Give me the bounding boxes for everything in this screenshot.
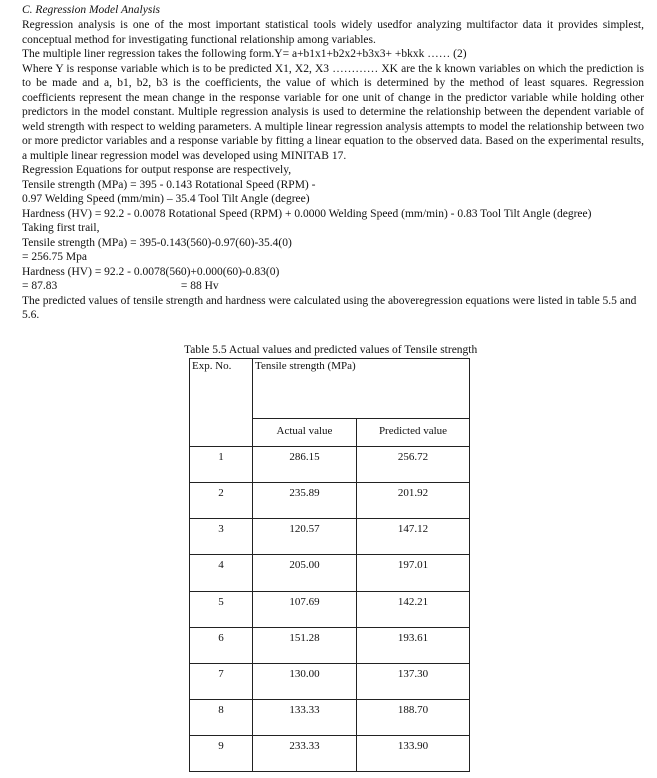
equations-intro: Regression Equations for output response are respectively, xyxy=(22,164,292,176)
actual-value: 133.33 xyxy=(253,699,357,735)
table-row xyxy=(190,447,470,483)
tensile-equation-line-1: Tensile strength (MPa) = 395 - 0.143 Rotational Speed (RPM) - xyxy=(22,178,316,191)
predicted-value: 256.72 xyxy=(357,447,470,483)
predicted-value: 201.92 xyxy=(357,483,470,519)
exp-number: 2 xyxy=(190,483,253,519)
exp-number: 9 xyxy=(190,735,253,771)
actual-value: 235.89 xyxy=(253,483,357,519)
table-row xyxy=(190,519,470,555)
explanation-paragraph: Where Y is response variable which is to be predicted X1, X2, X3 ………… XK are the k known variables on which the prediction is to be made and a, b1, b2, b3 is the coefficients, the value of which is determined by the method of least squares. Regression coefficients represent the mean change in the response variable for one unit of change in the predictor variable while holding other predictors in the model constant. Multiple regression analysis is used to determine the relationship between the dependent variable of weld strength with respect to welding parameters. A multiple linear regression analysis attempts to model the relationship between two or more predictor variables and a response variable by fitting a linear equation to the observed data. Based on the experimental results, a multiple linear regression model was developed using MINITAB 17. xyxy=(22,62,644,162)
hardness-result: = 87.83 = 88 Hv xyxy=(22,280,219,292)
table-row xyxy=(190,555,470,591)
header-predicted-value: Predicted value xyxy=(357,419,470,447)
actual-value: 130.00 xyxy=(253,663,357,699)
tensile-calculation: Tensile strength (MPa) = 395-0.143(560)-0.97(60)-35.4(0) xyxy=(22,236,292,249)
predicted-value: 193.61 xyxy=(357,627,470,663)
intro-paragraph: Regression analysis is one of the most important statistical tools widely usedfor analyzing multifactor data it provides simplest, conceptual method for investigating functional relationship among variables. xyxy=(22,19,644,46)
actual-value: 205.00 xyxy=(253,555,357,591)
tensile-equation-line-2: 0.97 Welding Speed (mm/min) – 35.4 Tool Tilt Angle (degree) xyxy=(22,193,310,205)
exp-number: 4 xyxy=(190,555,253,591)
hardness-calculation: Hardness (HV) = 92.2 - 0.0078(560)+0.000(60)-0.83(0) xyxy=(22,265,280,278)
hardness-equation: Hardness (HV) = 92.2 - 0.0078 Rotational Speed (RPM) + 0.0000 Welding Speed (mm/min) - 0.83 Tool Tilt Angle (degree) xyxy=(22,207,592,220)
exp-number: 7 xyxy=(190,663,253,699)
table-row xyxy=(190,591,470,627)
actual-value: 120.57 xyxy=(253,519,357,555)
table-header-row xyxy=(190,359,470,419)
predicted-value: 137.30 xyxy=(357,663,470,699)
table-caption: Table 5.5 Actual values and predicted values of Tensile strength xyxy=(184,344,478,356)
header-actual-value: Actual value xyxy=(253,419,357,447)
table-row xyxy=(190,627,470,663)
tensile-result: = 256.75 Mpa xyxy=(22,251,87,263)
table-row xyxy=(190,483,470,519)
body-text xyxy=(22,18,644,323)
actual-value: 151.28 xyxy=(253,627,357,663)
conclusion-paragraph: The predicted values of tensile strength and hardness were calculated using the aboveregression equations were listed in table 5.5 and 5.6. xyxy=(22,294,637,321)
predicted-value: 197.01 xyxy=(357,555,470,591)
predicted-value: 188.70 xyxy=(357,699,470,735)
exp-number: 1 xyxy=(190,447,253,483)
section-heading: C. Regression Model Analysis xyxy=(22,4,160,16)
tensile-strength-table xyxy=(189,358,470,772)
table-row xyxy=(190,735,470,771)
first-trial-label: Taking first trail, xyxy=(22,222,100,234)
exp-number: 3 xyxy=(190,519,253,555)
header-exp-no: Exp. No. xyxy=(190,359,253,447)
header-tensile-strength: Tensile strength (MPa) xyxy=(253,359,470,419)
predicted-value: 142.21 xyxy=(357,591,470,627)
table-row xyxy=(190,663,470,699)
actual-value: 286.15 xyxy=(253,447,357,483)
exp-number: 8 xyxy=(190,699,253,735)
predicted-value: 133.90 xyxy=(357,735,470,771)
table-row xyxy=(190,699,470,735)
regression-form-line: The multiple liner regression takes the following form.Y= a+b1x1+b2x2+b3x3+ +bkxk …… (2) xyxy=(22,48,467,60)
actual-value: 233.33 xyxy=(253,735,357,771)
exp-number: 5 xyxy=(190,591,253,627)
actual-value: 107.69 xyxy=(253,591,357,627)
predicted-value: 147.12 xyxy=(357,519,470,555)
exp-number: 6 xyxy=(190,627,253,663)
